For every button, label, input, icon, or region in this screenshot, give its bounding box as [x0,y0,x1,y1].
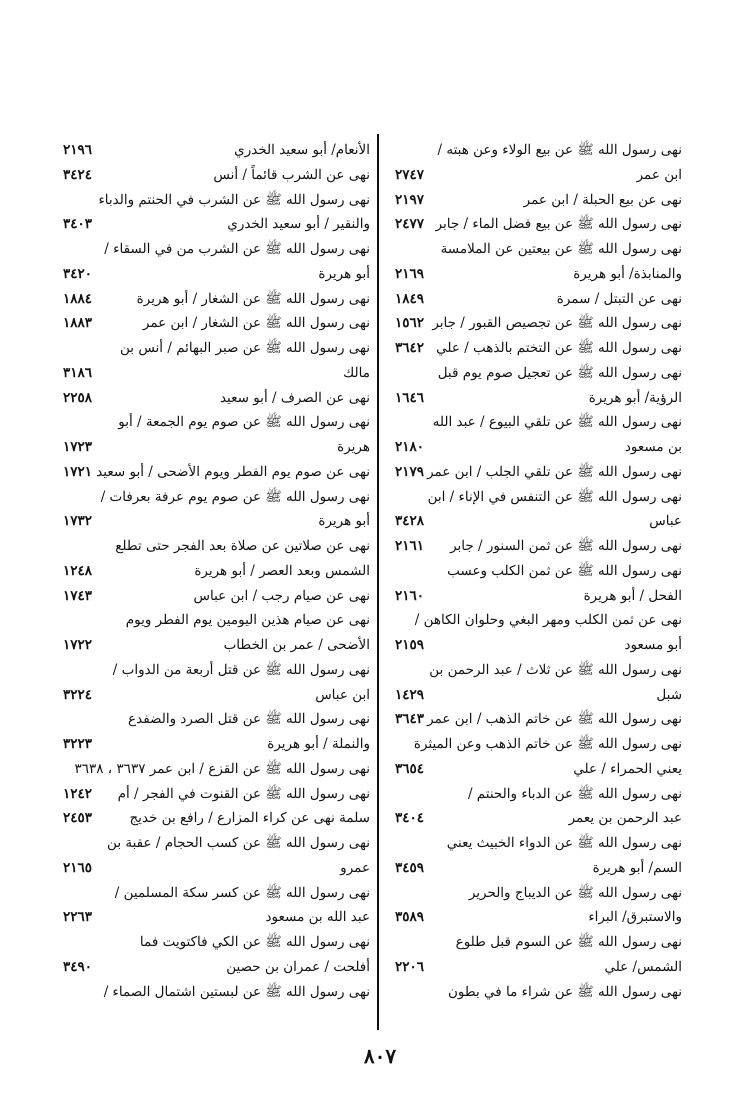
entry-text: نهى رسول الله ﷺ عن لبستين اشتمال الصماء / [103,983,370,1000]
entry-text: نهى رسول الله ﷺ عن التنفس في الإناء / ابن [427,488,682,505]
index-entry [58,163,370,188]
entry-text: نهى رسول الله ﷺ عن الشغار / أبو هريرة [136,290,370,307]
entry-number: ١٢٤٨ [62,562,92,579]
column-divider [377,134,379,1030]
entry-text: نهى رسول الله ﷺ عن التختم بالذهب / علي [436,340,682,356]
entry-number: ٣٤٠٣ [62,216,92,233]
entry-text: نهى رسول الله ﷺ عن ثلاث / عبد الرحمن بن [429,661,682,678]
entry-text: والنملة / أبو هريرة [267,736,370,752]
index-entry [58,782,370,807]
entry-text: نهى رسول الله ﷺ عن تجصيص القبور / جابر [432,315,682,332]
entry-number: ١٥٦٢ [394,315,424,332]
right-column [392,138,682,1004]
index-entry [392,732,682,757]
index-entry [58,485,370,510]
entry-text: نهى رسول الله ﷺ عن صوم يوم عرفة بعرفات / [100,488,370,505]
entry-text: نهى رسول الله ﷺ عن صبر البهائم / أنس بن [120,340,370,356]
index-entry [392,188,682,213]
entry-number: ١٧٤٣ [62,587,92,604]
entry-text: الشمس/ علي [604,958,682,975]
index-entry [392,410,682,435]
entry-number: ٢١٩٧ [394,191,424,208]
index-entry [392,683,682,708]
index-entry [58,361,370,386]
index-entry [58,930,370,955]
entry-number: ٣٦٤٣ [394,711,424,728]
entry-text: الفحل / أبو هريرة [583,587,682,604]
entry-number: ٢١٨٠ [394,439,424,455]
index-entry [58,831,370,856]
entry-text: نهى عن الصرف / أبو سعيد [219,389,370,406]
index-entry [392,336,682,361]
entry-text: عمرو [340,859,370,876]
entry-number: ١٨٨٤ [62,290,92,307]
entry-text: نهى رسول الله ﷺ عن الشرب من في السقاء / [104,241,370,257]
entry-text: يعني الحمراء / علي [573,760,682,777]
entry-text: نهى رسول الله ﷺ عن قتل أربعة من الدواب / [112,661,370,678]
entry-number: ٢١٦٥ [62,859,92,876]
index-entry [58,608,370,633]
entry-text: الشمس وبعد العصر / أبو هريرة [194,562,370,579]
index-entry [392,608,682,633]
index-entry [58,336,370,361]
entry-text: نهى رسول الله ﷺ عن خاتم الذهب / ابن عمر [427,711,682,728]
entry-text: نهى رسول الله ﷺ عن الكي فاكتويت فما [139,934,370,950]
entry-text: نهى رسول الله ﷺ عن الشغار / ابن عمر [142,315,370,332]
entry-number: ١٧٢٢ [62,637,92,653]
entry-number: ٢٤٧٧ [394,216,424,233]
entry-text: نهى عن الشرب قائماً / أنس [213,166,370,183]
entry-text: نهى رسول الله ﷺ عن القنوت في الفجر / أم [117,785,370,802]
index-entry [392,955,682,980]
entry-text: الأنعام/ أبو سعيد الخدري [234,142,370,158]
index-entry [392,386,682,411]
entry-number: ٣٤٢٨ [394,513,424,530]
entry-text: نهى رسول الله ﷺ عن بيع الولاء وعن هبته / [437,142,682,158]
entry-text: نهى رسول الله ﷺ عن بيع فضل الماء / جابر [435,216,682,233]
index-entry [58,633,370,658]
entry-text: سلمة نهى عن كراء المزارع / رافع بن خديج [129,810,370,827]
entry-number: ١٤٢٩ [394,686,424,703]
entry-text: نهى رسول الله ﷺ عن كسب الحجام / عقبة بن [107,835,370,851]
entry-text: نهى رسول الله ﷺ عن الدواء الخبيث يعني [446,835,682,851]
index-entry [58,707,370,732]
entry-text: نهى عن صيام رجب / ابن عباس [193,587,370,604]
entry-number: ١٨٤٩ [394,290,424,307]
index-entry [58,188,370,213]
entry-number: ١٨٨٣ [62,315,92,332]
index-entry [58,658,370,683]
entry-text: نهى عن صيام هذين اليومين يوم الفطر ويوم [125,612,370,629]
index-entry [58,732,370,757]
entry-text: أفلحت / عمران بن حصين [226,958,370,975]
entry-number: ٢١٥٩ [394,637,424,653]
entry-text: والنقير / أبو سعيد الخدري [227,216,370,233]
index-entry [58,262,370,287]
entry-number: ٣٤٩٠ [62,958,92,975]
entry-number: ٢١٦٠ [394,587,424,604]
index-entry [58,386,370,411]
index-entry [392,287,682,312]
entry-number: ٢٢٥٨ [62,389,92,406]
entry-text: مالك [343,364,370,381]
entry-text: والمنابذة/ أبو هريرة [573,265,682,282]
entry-text: نهى رسول الله ﷺ عن الدباء والحنتم / [467,785,682,802]
entry-text: نهى رسول الله ﷺ عن تلقي الجلب / ابن عمر [427,463,682,480]
index-entry [392,509,682,534]
entry-text: السم/ أبو هريرة [592,859,682,876]
index-entry [392,559,682,584]
index-entry [392,633,682,658]
index-entry [58,311,370,336]
index-entry [58,237,370,262]
index-entry [392,980,682,1005]
index-entry [58,435,370,460]
entry-number: ١٢٤٢ [62,785,92,802]
entry-number: ٣٤٢٠ [62,265,92,282]
entry-text: عبد الرحمن بن يعمر [568,810,682,827]
entry-number: ٢١٧٩ [394,463,424,480]
entry-text: أبو مسعود [624,637,682,653]
index-entry [392,435,682,460]
index-entry [392,311,682,336]
entry-text: نهى رسول الله ﷺ عن القزع / ابن عمر ٣٦٣٧ ، ٣٦٣٨ [74,760,370,777]
entry-text: نهى رسول الله ﷺ عن قتل الصرد والضفدع [128,711,370,728]
index-entry [392,757,682,782]
index-entry [392,782,682,807]
entry-number: ٢٧٤٧ [394,166,424,183]
page-number: ٨٠٧ [363,1044,397,1068]
index-entry [392,212,682,237]
index-entry [392,831,682,856]
index-entry [58,584,370,609]
index-entry [392,856,682,881]
entry-number: ٢١٦١ [394,538,424,554]
index-entry [392,460,682,485]
index-entry [58,980,370,1005]
index-entry [58,881,370,906]
index-entry [58,683,370,708]
index-entry [58,138,370,163]
entry-text: الأضحى / عمر بن الخطاب [223,637,370,653]
index-entry [392,905,682,930]
entry-text: أبو هريرة [318,265,370,282]
entry-text: نهى رسول الله ﷺ عن ثمن الكلب وعسب [447,562,682,579]
index-entry [392,138,682,163]
index-entry [58,410,370,435]
index-entry [58,955,370,980]
entry-number: ٢٢٠٦ [394,958,424,975]
entry-number: ٣٤٠٤ [394,810,424,827]
entry-text: ابن عباس [315,686,370,703]
entry-text: ابن عمر [636,166,682,183]
entry-text: هريرة [337,439,370,455]
index-entry [58,905,370,930]
index-entry [58,287,370,312]
index-entry [392,262,682,287]
index-entry [58,212,370,237]
entry-number: ٣٦٤٢ [394,340,424,356]
entry-number: ٣٥٨٩ [394,909,424,926]
entry-text: نهى رسول الله ﷺ عن صوم يوم الجمعة / أبو [118,414,370,431]
entry-text: عبد الله بن مسعود [265,909,370,926]
entry-number: ١٦٤٦ [394,389,424,406]
entry-text: نهى رسول الله ﷺ عن تعجيل صوم يوم قبل [437,364,682,381]
entry-number: ١٧٢١ [62,463,92,480]
index-entry [392,930,682,955]
index-entry [392,163,682,188]
index-entry [58,509,370,534]
entry-text: نهى رسول الله ﷺ عن شراء ما في بطون [447,983,682,1000]
entry-text: الرؤية/ أبو هريرة [588,389,682,406]
entry-number: ١٧٢٣ [62,439,92,455]
entry-number: ١٧٣٢ [62,513,92,530]
index-entry [58,806,370,831]
entry-number: ٣٦٥٤ [394,760,424,777]
entry-text: نهى رسول الله ﷺ عن الديباج والحرير [468,884,682,901]
entry-text: نهى رسول الله ﷺ عن خاتم الذهب وعن الميثرة [413,736,682,752]
index-entry [392,534,682,559]
index-entry [58,534,370,559]
entry-text: نهى عن ثمن الكلب ومهر البغي وحلوان الكاهن / [414,612,682,629]
entry-number: ٢٢٦٣ [62,909,92,926]
entry-text: عباس [649,513,682,530]
entry-text: نهى رسول الله ﷺ عن ثمن السنور / جابر [450,538,682,554]
index-entry [392,361,682,386]
index-entry [58,460,370,485]
index-entry [58,757,370,782]
entry-text: نهى رسول الله ﷺ عن الشرب في الحنتم والدباء [98,191,370,208]
index-entry [392,237,682,262]
entry-number: ٣٢٢٤ [62,686,92,703]
index-entry [392,806,682,831]
entry-text: أبو هريرة [318,513,370,530]
entry-number: ٣٤٢٤ [62,166,92,183]
index-entry [392,658,682,683]
index-entry [392,707,682,732]
entry-number: ٣١٨٦ [62,364,92,381]
entry-text: نهى عن صلاتين عن صلاة بعد الفجر حتى تطلع [115,538,370,554]
entry-text: نهى رسول الله ﷺ عن بيعتين عن الملامسة [440,241,682,257]
entry-text: نهى عن بيع الحبلة / ابن عمر [523,191,682,208]
index-entry [58,559,370,584]
entry-number: ٣٢٢٣ [62,736,92,752]
entry-number: ٢٤٥٣ [62,810,92,827]
entry-number: ٣٤٥٩ [394,859,424,876]
index-entry [392,584,682,609]
entry-text: نهى عن التبتل / سمرة [556,290,682,307]
entry-text: نهى عن صوم يوم الفطر ويوم الأضحى / أبو سعيد [96,463,370,480]
entry-text: نهى رسول الله ﷺ عن كسر سكة المسلمين / [114,884,370,901]
index-entry [58,856,370,881]
entry-text: بن مسعود [624,439,682,455]
index-entry [392,485,682,510]
entry-text: نهى رسول الله ﷺ عن تلقي البيوع / عبد الله [432,414,682,431]
entry-number: ٢١٦٩ [394,265,424,282]
entry-number: ٢١٩٦ [62,142,92,158]
entry-text: نهى رسول الله ﷺ عن السوم قبل طلوع [455,934,682,950]
entry-text: والاستبرق/ البراء [588,909,682,926]
entry-text: شبل [656,686,682,703]
left-column [58,138,370,1004]
index-entry [392,881,682,906]
